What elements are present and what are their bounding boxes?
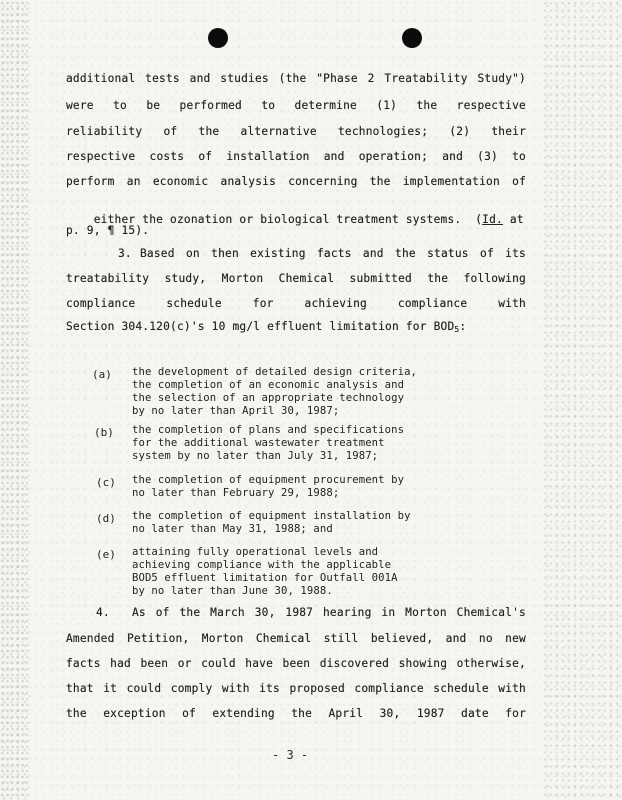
subscript: 5 — [454, 325, 460, 334]
text-segment: Section 304.120(c)'s 10 mg/l effluent limitation for BOD — [66, 320, 455, 333]
list-item-line: the completion of plans and specifications — [132, 424, 405, 436]
list-item-line: the development of detailed design criteria, — [132, 366, 418, 378]
text-segment: : — [459, 320, 467, 333]
list-item-line: BOD5 effluent limitation for Outfall 001A — [132, 572, 398, 584]
list-item-line: the selection of an appropriate technology — [132, 392, 405, 404]
scan-noise-right — [542, 0, 622, 800]
list-item-line: the completion of equipment installation by — [132, 510, 411, 522]
text-line — [66, 320, 466, 334]
text-line: p. 9, ¶ 15). — [66, 224, 150, 237]
text-segment: at — [509, 213, 524, 226]
list-item-line: by no later than April 30, 1987; — [132, 405, 340, 417]
list-item-line: the completion of an economic analysis and — [132, 379, 405, 391]
list-item-line: no later than February 29, 1988; — [132, 487, 340, 499]
punch-hole-left — [208, 28, 228, 48]
text-line: facts had been or could have been discovered showing otherwise, — [66, 657, 526, 670]
text-line: either the ozonation or biological treatment systems. (Id. at — [93, 213, 524, 226]
text-line: the exception of extending the April 30, 1987 date for — [66, 707, 526, 720]
text-line: compliance schedule for achieving compliance with — [66, 297, 526, 310]
text-line: Amended Petition, Morton Chemical still believed, and no new — [66, 632, 526, 645]
list-item-line: attaining fully operational levels and — [132, 546, 379, 558]
list-item-letter: (c) — [96, 476, 116, 489]
text-line: reliability of the alternative technologies; (2) their — [66, 125, 526, 138]
list-item-line: achieving compliance with the applicable — [132, 559, 392, 571]
list-item-letter: (a) — [92, 368, 112, 381]
list-item-line: for the additional wastewater treatment — [132, 437, 385, 449]
citation-id: Id. — [482, 213, 503, 226]
list-item-line: no later than May 31, 1988; and — [132, 523, 333, 535]
text-line: Based on then existing facts and the status of its — [140, 247, 526, 260]
punch-hole-right — [402, 28, 422, 48]
page-number: - 3 - — [272, 748, 309, 762]
paragraph-number: 3. — [118, 247, 132, 260]
text-line: respective costs of installation and operation; and (3) to — [66, 150, 526, 163]
list-item-line: by no later than June 30, 1988. — [132, 585, 333, 597]
text-segment: either the ozonation or biological treatment systems. — [93, 213, 462, 226]
text-line: As of the March 30, 1987 hearing in Morton Chemical's — [132, 606, 526, 619]
list-item-letter: (b) — [94, 426, 114, 439]
list-item-letter: (d) — [96, 512, 116, 525]
paragraph-number: 4. — [96, 606, 110, 619]
text-line: that it could comply with its proposed compliance schedule with — [66, 682, 526, 695]
text-line: treatability study, Morton Chemical submitted the following — [66, 272, 526, 285]
text-line: additional tests and studies (the "Phase 2 Treatability Study") — [66, 72, 526, 85]
list-item-line: system by no later than July 31, 1987; — [132, 450, 379, 462]
list-item-letter: (e) — [96, 548, 116, 561]
list-item-line: the completion of equipment procurement by — [132, 474, 405, 486]
text-line: were to be performed to determine (1) the respective — [66, 99, 526, 112]
scan-noise-left — [0, 0, 28, 800]
text-line: perform an economic analysis concerning the implementation of — [66, 175, 526, 188]
